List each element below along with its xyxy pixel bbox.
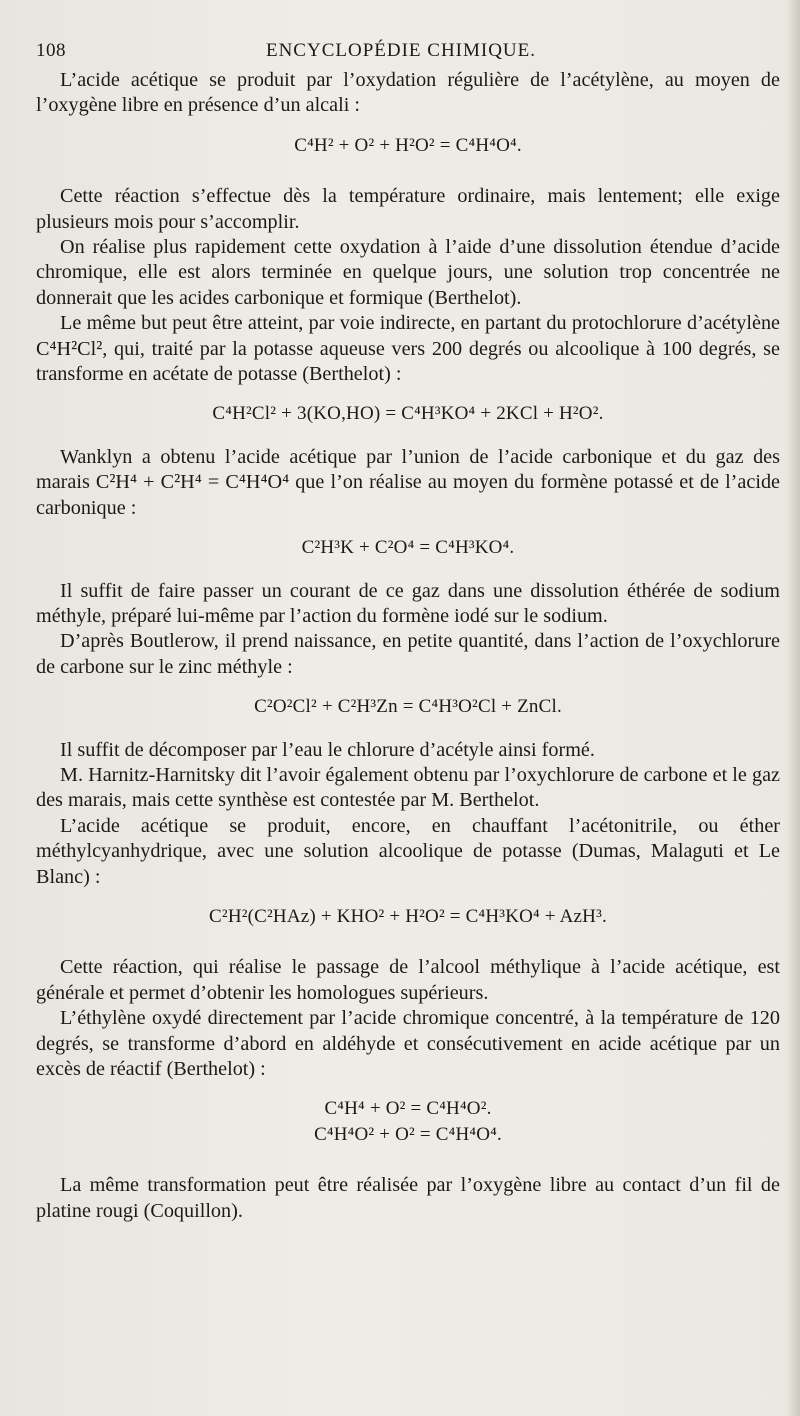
equation-formene-potasse: C²H³K + C²O⁴ = C⁴H³KO⁴. <box>301 537 515 559</box>
paragraph-ethylene: L’éthylène oxydé directement par l’acide chromique concentré, à la température de 120 degrés, se transforme d’abord en aldéhyde et consécutivement en acide acétique par un excès de réactif (Berthelot) : <box>36 1007 780 1080</box>
paragraph-reaction-slow: Cette réaction s’effectue dès la température ordinaire, mais lentement; elle exige plusieurs mois pour s’accomplir. <box>36 185 780 233</box>
page-number: 108 <box>36 40 66 61</box>
page-header <box>36 40 766 68</box>
page-body <box>36 68 780 1224</box>
paragraph-harnitz: M. Harnitz-Harnitsky dit l’avoir également obtenu par l’oxychlorure de carbone et le gaz des marais, mais cette synthèse est contestée par M. Berthelot. <box>36 763 780 812</box>
equation-aldehyde-acid: C⁴H⁴O² + O² = C⁴H⁴O⁴. <box>314 1123 502 1145</box>
paragraph-wanklyn: Wanklyn a obtenu l’acide acétique par l’union de l’acide carbonique et du gaz des marais C²H⁴ + C²H⁴ = C⁴H⁴O⁴ que l’on réalise au moyen du formène potassé et de l’acide carbonique : <box>36 445 780 519</box>
equation-acetonitrile-potasse: C²H²(C²HAz) + KHO² + H²O² = C⁴H³KO⁴ + AzH³. <box>209 905 607 927</box>
paragraph-chromic-acid: On réalise plus rapidement cette oxydation à l’aide d’une dissolution étendue d’acide chromique, elle est alors terminée en quelque jours, une solution trop concentrée ne donnerait que les acides carbonique et formique (Berthelot). <box>36 236 780 309</box>
paragraph-platinum: La même transformation peut être réalisée par l’oxygène libre au contact d’un fil de platine rougi (Coquillon). <box>36 1174 780 1222</box>
paragraph-methylic-alcohol: Cette réaction, qui réalise le passage de l’alcool méthylique à l’acide acétique, est générale et permet d’obtenir les homologues supérieurs. <box>36 956 780 1004</box>
paragraph-boutlerow: D’après Boutlerow, il prend naissance, en petite quantité, dans l’action de l’oxychlorure de carbone sur le zinc méthyle : <box>36 630 780 678</box>
equation-oxychlorure-zinc: C²O²Cl² + C²H³Zn = C⁴H³O²Cl + ZnCl. <box>254 696 562 718</box>
equation-protochloride-potash: C⁴H²Cl² + 3(KO,HO) = C⁴H³KO⁴ + 2KCl + H²O². <box>212 403 604 425</box>
paragraph-sodium-methyle: Il suffit de faire passer un courant de ce gaz dans une dissolution éthérée de sodium méthyle, préparé lui-même par l’action du formène iodé sur le sodium. <box>36 579 780 627</box>
equation-acetylene-oxygen: C⁴H² + O² + H²O² = C⁴H⁴O⁴. <box>294 134 522 156</box>
running-title: ENCYCLOPÉDIE CHIMIQUE. <box>265 40 537 61</box>
paragraph-protochloride: Le même but peut être atteint, par voie indirecte, en partant du protochlorure d’acétylène C⁴H²Cl², qui, traité par la potasse aqueuse vers 200 degrés ou alcoolique à 100 degrés, se transforme en acétate de potasse (Berthelot) : <box>36 312 780 386</box>
paragraph-chlorure-acetyle: Il suffit de décomposer par l’eau le chlorure d’acétyle ainsi formé. <box>60 738 595 761</box>
equation-ethylene-aldehyde: C⁴H⁴ + O² = C⁴H⁴O². <box>324 1098 492 1120</box>
page-gutter-shadow <box>786 0 800 1416</box>
paragraph-acetylene-oxidation: L’acide acétique se produit par l’oxydation régulière de l’acétylène, au moyen de l’oxygène libre en présence d’un alcali : <box>36 69 780 117</box>
paragraph-acetonitrile: L’acide acétique se produit, encore, en chauffant l’acétonitrile, ou éther méthylcyanhydrique, avec une solution alcoolique de potasse (Dumas, Malaguti et Le Blanc) : <box>36 814 780 888</box>
